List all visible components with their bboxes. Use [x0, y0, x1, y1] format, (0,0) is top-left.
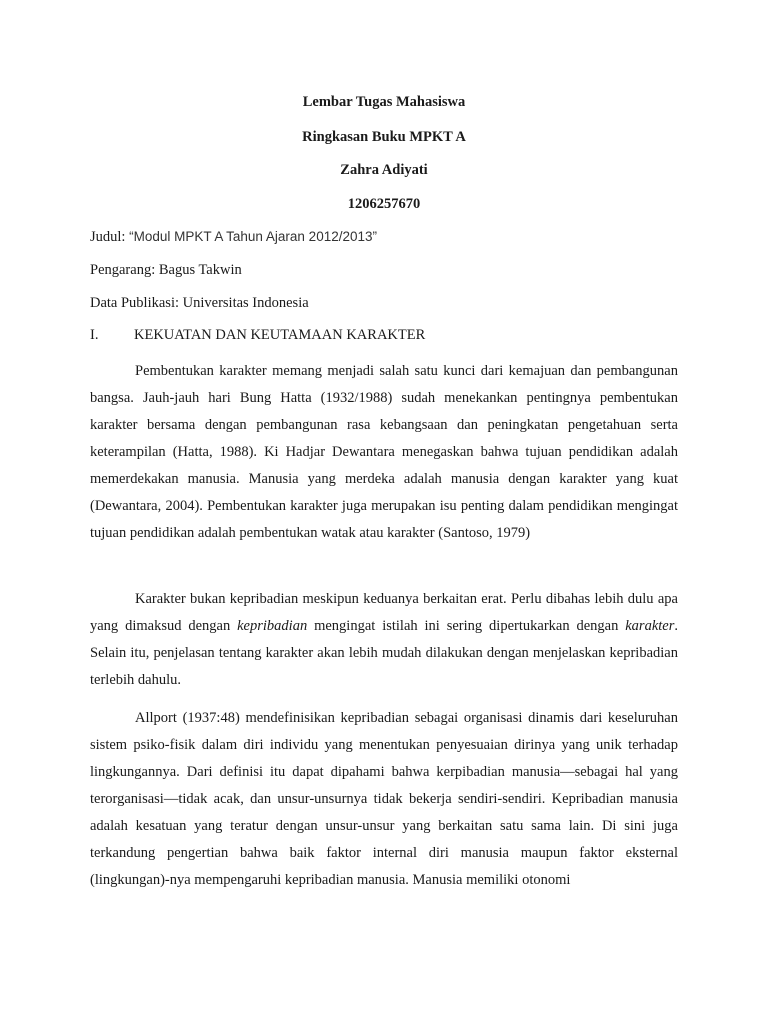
paragraph-2-part-c: . Selain itu, penjelasan tentang karakter akan lebih mudah dilakukan dengan menjelaskan kepribadian terlebih dahulu.	[90, 618, 678, 688]
document-title: Lembar Tugas Mahasiswa	[302, 94, 466, 110]
author-name: Zahra Adiyati	[340, 162, 428, 178]
judul-value: “Modul MPKT A Tahun Ajaran 2012/2013”	[129, 229, 377, 244]
paragraph-2-emphasis-kepribadian: kepribadian	[237, 618, 308, 634]
section-heading	[90, 326, 425, 344]
judul-line	[90, 228, 377, 246]
student-id: 1206257670	[347, 196, 421, 212]
section-title: KEKUATAN DAN KEUTAMAAN KARAKTER	[134, 327, 426, 343]
paragraph-2-emphasis-karakter: karakter	[625, 618, 675, 634]
publikasi-line: Data Publikasi: Universitas Indonesia	[90, 295, 309, 311]
paragraph-2-part-b: mengingat istilah ini sering dipertukarkan dengan	[307, 618, 626, 634]
paragraph-2	[90, 586, 678, 694]
judul-label: Judul:	[90, 229, 130, 245]
paragraph-1: Pembentukan karakter memang menjadi salah satu kunci dari kemajuan dan pembangunan bangsa. Jauh-jauh hari Bung Hatta (1932/1988) sudah menekankan pentingnya pembentukan karakter bersama dengan pembangunan rasa kebangsaan dan peningkatan pengetahuan serta keterampilan (Hatta, 1988). Ki Hadjar Dewantara menegaskan bahwa tujuan pendidikan adalah memerdekakan manusia. Manusia yang merdeka adalah manusia dengan karakter yang kuat (Dewantara, 2004). Pembentukan karakter juga merupakan isu penting dalam pendidikan mengingat tujuan pendidikan adalah pembentukan watak atau karakter (Santoso, 1979)	[90, 363, 678, 541]
pengarang-line: Pengarang: Bagus Takwin	[90, 262, 242, 278]
paragraph-2-part-a: Karakter bukan kepribadian meskipun keduanya berkaitan erat. Perlu dibahas lebih dulu apa yang dimaksud dengan	[90, 591, 678, 634]
section-number: I.	[90, 327, 99, 343]
document-subtitle: Ringkasan Buku MPKT A	[302, 129, 466, 145]
paragraph-3: Allport (1937:48) mendefinisikan kepribadian sebagai organisasi dinamis dari keseluruhan sistem psiko-fisik dalam diri individu yang menentukan penyesuaian dirinya yang unik terhadap lingkungannya. Dari definisi itu dapat dipahami bahwa kerpibadian manusia—sebagai hal yang terorganisasi—tidak acak, dan unsur-unsurnya tidak bekerja sendiri-sendiri. Kepribadian manusia adalah kesatuan yang teratur dengan unsur-unsur yang berkaitan satu sama lain. Di sini juga terkandung pengertian bahwa baik faktor internal diri manusia maupun faktor eksternal (lingkungan)-nya mempengaruhi kepribadian manusia. Manusia memiliki otonomi	[90, 710, 678, 888]
